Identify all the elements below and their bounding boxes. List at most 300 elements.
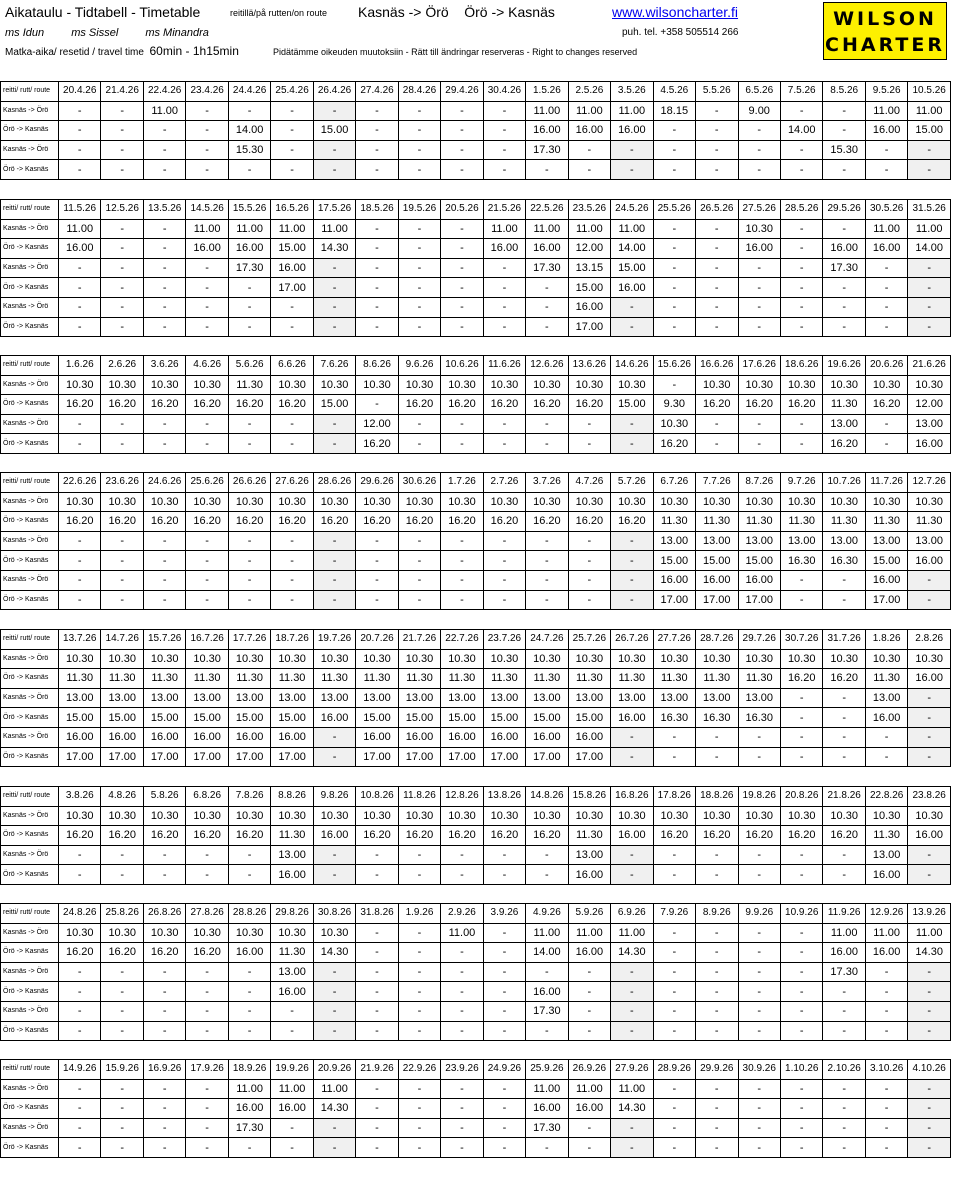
departure-cell: - [908, 317, 951, 337]
table-row [1, 688, 951, 708]
departure-cell: - [59, 1079, 101, 1099]
departure-cell: - [441, 962, 483, 982]
route-header-cell: reitti/ rutt/ route [1, 904, 59, 924]
date-cell: 28.9.26 [653, 1060, 695, 1080]
route-label: Kasnäs -> Örö [1, 649, 59, 669]
departure-cell: - [526, 1021, 568, 1041]
timetable-block [0, 81, 951, 180]
departure-cell: - [398, 297, 440, 317]
departure-cell: - [780, 160, 822, 180]
route-label: Kasnäs -> Örö [1, 297, 59, 317]
departure-cell: - [441, 982, 483, 1002]
departure-cell: - [101, 219, 143, 239]
route-label: Örö -> Kasnäs [1, 551, 59, 571]
date-cell: 18.9.26 [228, 1060, 270, 1080]
departure-cell: - [356, 1079, 398, 1099]
departure-cell: - [908, 747, 951, 767]
departure-cell: 17.00 [59, 747, 101, 767]
date-cell: 28.4.26 [398, 82, 440, 102]
departure-cell: - [356, 531, 398, 551]
departure-cell: 11.00 [611, 923, 653, 943]
date-cell: 25.8.26 [101, 904, 143, 924]
departure-cell: - [186, 1099, 228, 1119]
departure-cell: - [865, 1099, 907, 1119]
departure-cell: 10.30 [908, 806, 951, 826]
departure-cell: 17.00 [101, 747, 143, 767]
departure-cell: 16.00 [611, 121, 653, 141]
date-cell: 3.6.26 [143, 356, 185, 376]
departure-cell: - [865, 1021, 907, 1041]
departure-cell: 13.00 [59, 688, 101, 708]
departure-cell: - [696, 923, 738, 943]
departure-cell: 16.00 [526, 982, 568, 1002]
departure-cell: - [611, 414, 653, 434]
departure-cell: - [143, 865, 185, 885]
departure-cell: - [780, 982, 822, 1002]
date-header-row [1, 1060, 951, 1080]
departure-cell: 17.00 [143, 747, 185, 767]
departure-cell: - [313, 1001, 355, 1021]
date-cell: 7.6.26 [313, 356, 355, 376]
timetable-block [0, 1059, 951, 1158]
departure-cell: 10.30 [780, 806, 822, 826]
date-cell: 2.9.26 [441, 904, 483, 924]
departure-cell: - [653, 1118, 695, 1138]
date-cell: 28.5.26 [780, 200, 822, 220]
departure-cell: - [526, 414, 568, 434]
date-cell: 17.8.26 [653, 787, 695, 807]
departure-cell: - [611, 317, 653, 337]
departure-cell: - [228, 160, 270, 180]
departure-cell: - [143, 140, 185, 160]
departure-cell: 16.20 [696, 395, 738, 415]
departure-cell: - [356, 140, 398, 160]
date-cell: 24.9.26 [483, 1060, 525, 1080]
departure-cell: - [483, 1138, 525, 1158]
departure-cell: 10.30 [313, 806, 355, 826]
date-cell: 4.8.26 [101, 787, 143, 807]
departure-cell: - [398, 982, 440, 1002]
departure-cell: 16.20 [101, 826, 143, 846]
date-cell: 18.8.26 [696, 787, 738, 807]
date-cell: 25.9.26 [526, 1060, 568, 1080]
departure-cell: - [398, 1079, 440, 1099]
departure-cell: - [780, 943, 822, 963]
departure-cell: 11.00 [823, 923, 865, 943]
departure-cell: - [823, 219, 865, 239]
departure-cell: 13.00 [271, 688, 313, 708]
departure-cell: 11.00 [271, 219, 313, 239]
departure-cell: - [738, 1001, 780, 1021]
departure-cell: - [313, 140, 355, 160]
date-header-row [1, 630, 951, 650]
date-cell: 1.7.26 [441, 473, 483, 493]
departure-cell: - [271, 531, 313, 551]
departure-cell: - [483, 160, 525, 180]
departure-cell: - [780, 865, 822, 885]
departure-cell: 13.00 [738, 688, 780, 708]
departure-cell: 16.20 [59, 395, 101, 415]
departure-cell: - [611, 865, 653, 885]
departure-cell: - [483, 590, 525, 610]
date-cell: 27.8.26 [186, 904, 228, 924]
departure-cell: - [186, 845, 228, 865]
departure-cell: - [653, 982, 695, 1002]
departure-cell: - [143, 962, 185, 982]
departure-cell: - [568, 434, 610, 454]
departure-cell: 10.30 [186, 806, 228, 826]
departure-cell: 10.30 [313, 923, 355, 943]
departure-cell: 10.30 [356, 492, 398, 512]
date-cell: 31.5.26 [908, 200, 951, 220]
date-header-row [1, 473, 951, 493]
date-cell: 19.6.26 [823, 356, 865, 376]
departure-cell: - [59, 278, 101, 298]
table-row [1, 982, 951, 1002]
departure-cell: - [228, 101, 270, 121]
departure-cell: - [780, 590, 822, 610]
departure-cell: - [653, 140, 695, 160]
departure-cell: 16.20 [101, 395, 143, 415]
travel-label: Matka-aika/ resetid / travel time [5, 47, 144, 58]
departure-cell: 16.00 [186, 727, 228, 747]
route-label: Kasnäs -> Örö [1, 1001, 59, 1021]
departure-cell: - [143, 551, 185, 571]
departure-cell: - [356, 962, 398, 982]
departure-cell: - [823, 570, 865, 590]
departure-cell: - [101, 570, 143, 590]
departure-cell: 16.20 [526, 512, 568, 532]
departure-cell: - [186, 551, 228, 571]
departure-cell: 9.00 [738, 101, 780, 121]
departure-cell: - [441, 551, 483, 571]
departure-cell: 11.30 [356, 669, 398, 689]
departure-cell: - [59, 258, 101, 278]
departure-cell: - [101, 297, 143, 317]
departure-cell: 16.20 [611, 512, 653, 532]
departure-cell: - [356, 258, 398, 278]
departure-cell: 10.30 [313, 649, 355, 669]
route-label: Örö -> Kasnäs [1, 239, 59, 259]
departure-cell: - [483, 1079, 525, 1099]
date-cell: 5.6.26 [228, 356, 270, 376]
departure-cell: 11.30 [568, 826, 610, 846]
departure-cell: 16.20 [186, 512, 228, 532]
departure-cell: 16.20 [228, 395, 270, 415]
departure-cell: 10.30 [143, 649, 185, 669]
date-cell: 3.7.26 [526, 473, 568, 493]
departure-cell: - [143, 570, 185, 590]
departure-cell: - [738, 1079, 780, 1099]
departure-cell: - [398, 923, 440, 943]
date-cell: 5.9.26 [568, 904, 610, 924]
departure-cell: - [611, 1118, 653, 1138]
departure-cell: 16.00 [313, 826, 355, 846]
departure-cell: - [59, 845, 101, 865]
departure-cell: 17.00 [398, 747, 440, 767]
departure-cell: 17.00 [738, 590, 780, 610]
departure-cell: 11.00 [526, 923, 568, 943]
departure-cell: 11.00 [865, 219, 907, 239]
route-label: Kasnäs -> Örö [1, 1118, 59, 1138]
departure-cell: - [356, 865, 398, 885]
departure-cell: - [865, 1138, 907, 1158]
departure-cell: - [568, 590, 610, 610]
departure-cell: - [908, 140, 951, 160]
departure-cell: - [356, 943, 398, 963]
departure-cell: 11.00 [865, 923, 907, 943]
departure-cell: 13.00 [823, 531, 865, 551]
departure-cell: - [143, 434, 185, 454]
date-cell: 26.5.26 [696, 200, 738, 220]
departure-cell: 15.00 [313, 121, 355, 141]
departure-cell: - [865, 297, 907, 317]
departure-cell: 10.30 [441, 375, 483, 395]
departure-cell: - [611, 845, 653, 865]
departure-cell: - [738, 1118, 780, 1138]
departure-cell: 10.30 [865, 375, 907, 395]
departure-cell: 17.00 [696, 590, 738, 610]
departure-cell: 16.00 [908, 826, 951, 846]
departure-cell: 13.00 [738, 531, 780, 551]
departure-cell: - [356, 297, 398, 317]
route-label: Kasnäs -> Örö [1, 375, 59, 395]
departure-cell: - [398, 121, 440, 141]
date-cell: 1.9.26 [398, 904, 440, 924]
date-cell: 20.8.26 [780, 787, 822, 807]
departure-cell: - [398, 1021, 440, 1041]
departure-cell: 16.00 [526, 1099, 568, 1119]
departure-cell: - [441, 1021, 483, 1041]
departure-cell: - [313, 570, 355, 590]
departure-cell: 10.30 [780, 375, 822, 395]
departure-cell: - [653, 943, 695, 963]
departure-cell: - [271, 297, 313, 317]
date-cell: 6.7.26 [653, 473, 695, 493]
departure-cell: 16.20 [653, 826, 695, 846]
departure-cell: - [186, 1021, 228, 1041]
departure-cell: - [908, 708, 951, 728]
route-label: Kasnäs -> Örö [1, 140, 59, 160]
departure-cell: 16.20 [143, 395, 185, 415]
departure-cell: - [356, 219, 398, 239]
departure-cell: 15.00 [398, 708, 440, 728]
departure-cell: - [780, 1021, 822, 1041]
website-link[interactable]: www.wilsoncharter.fi [612, 4, 739, 20]
table-row [1, 923, 951, 943]
departure-cell: - [908, 160, 951, 180]
departure-cell: 15.00 [908, 121, 951, 141]
date-cell: 20.7.26 [356, 630, 398, 650]
departure-cell: 11.30 [696, 512, 738, 532]
departure-cell: - [780, 434, 822, 454]
departure-cell: 15.00 [696, 551, 738, 571]
departure-cell: 11.00 [228, 219, 270, 239]
departure-cell: - [865, 982, 907, 1002]
timetable-block [0, 472, 951, 610]
departure-cell: 13.00 [356, 688, 398, 708]
departure-cell: 15.00 [143, 708, 185, 728]
departure-cell: 11.00 [271, 1079, 313, 1099]
table-row [1, 140, 951, 160]
date-cell: 8.8.26 [271, 787, 313, 807]
departure-cell: - [313, 982, 355, 1002]
departure-cell: - [611, 297, 653, 317]
departure-cell: - [59, 317, 101, 337]
departure-cell: - [143, 239, 185, 259]
boat-name: ms Sissel [71, 27, 119, 39]
date-cell: 22.4.26 [143, 82, 185, 102]
departure-cell: 13.00 [823, 414, 865, 434]
departure-cell: - [441, 1079, 483, 1099]
departure-cell: 14.30 [313, 943, 355, 963]
departure-cell: 10.30 [653, 806, 695, 826]
departure-cell: 17.00 [356, 747, 398, 767]
departure-cell: 10.30 [228, 649, 270, 669]
departure-cell: - [271, 551, 313, 571]
date-cell: 4.9.26 [526, 904, 568, 924]
date-cell: 25.4.26 [271, 82, 313, 102]
departure-cell: - [908, 278, 951, 298]
departure-cell: - [143, 1079, 185, 1099]
departure-cell: - [143, 219, 185, 239]
departure-cell: - [186, 570, 228, 590]
departure-cell: 10.30 [271, 492, 313, 512]
departure-cell: - [186, 590, 228, 610]
date-cell: 26.9.26 [568, 1060, 610, 1080]
route-label: Kasnäs -> Örö [1, 688, 59, 708]
departure-cell: 16.20 [228, 512, 270, 532]
departure-cell: - [271, 160, 313, 180]
departure-cell: 17.00 [568, 317, 610, 337]
departure-cell: - [398, 258, 440, 278]
departure-cell: - [526, 434, 568, 454]
departure-cell: 16.00 [483, 727, 525, 747]
date-cell: 12.6.26 [526, 356, 568, 376]
departure-cell: 14.00 [780, 121, 822, 141]
departure-cell: 17.30 [823, 962, 865, 982]
departure-cell: - [696, 160, 738, 180]
departure-cell: 10.30 [356, 806, 398, 826]
departure-cell: 10.30 [823, 806, 865, 826]
departure-cell: 16.20 [738, 395, 780, 415]
date-header-row [1, 200, 951, 220]
departure-cell: 10.30 [398, 806, 440, 826]
departure-cell: 16.20 [865, 395, 907, 415]
departure-cell: - [186, 1118, 228, 1138]
departure-cell: - [186, 982, 228, 1002]
departure-cell: - [186, 160, 228, 180]
departure-cell: 15.00 [228, 708, 270, 728]
table-row [1, 375, 951, 395]
departure-cell: 11.00 [313, 219, 355, 239]
date-cell: 24.8.26 [59, 904, 101, 924]
departure-cell: 10.30 [823, 375, 865, 395]
departure-cell: 11.30 [398, 669, 440, 689]
departure-cell: - [483, 258, 525, 278]
departure-cell: 11.30 [611, 669, 653, 689]
departure-cell: - [865, 414, 907, 434]
departure-cell: 13.00 [186, 688, 228, 708]
departure-cell: 16.00 [865, 121, 907, 141]
departure-cell: 17.30 [526, 258, 568, 278]
date-cell: 11.8.26 [398, 787, 440, 807]
table-row [1, 1021, 951, 1041]
route-label: Kasnäs -> Örö [1, 219, 59, 239]
date-cell: 8.9.26 [696, 904, 738, 924]
departure-cell: - [568, 570, 610, 590]
departure-cell: - [738, 1138, 780, 1158]
departure-cell: 10.30 [59, 492, 101, 512]
boat-name: ms Idun [5, 27, 45, 39]
departure-cell: 11.00 [313, 1079, 355, 1099]
departure-cell: 11.00 [908, 101, 951, 121]
date-cell: 15.9.26 [101, 1060, 143, 1080]
departure-cell: - [526, 865, 568, 885]
departure-cell: 10.30 [441, 492, 483, 512]
departure-cell: - [271, 1021, 313, 1041]
departure-cell: 17.30 [228, 1118, 270, 1138]
departure-cell: 10.30 [186, 375, 228, 395]
departure-cell: 13.00 [865, 845, 907, 865]
departure-cell: - [653, 297, 695, 317]
date-cell: 7.7.26 [696, 473, 738, 493]
departure-cell: - [568, 160, 610, 180]
date-cell: 8.7.26 [738, 473, 780, 493]
departure-cell: 16.30 [653, 708, 695, 728]
departure-cell: 17.00 [865, 590, 907, 610]
departure-cell: - [101, 982, 143, 1002]
departure-cell: - [59, 1001, 101, 1021]
departure-cell: - [101, 101, 143, 121]
departure-cell: - [398, 101, 440, 121]
departure-cell: - [696, 1118, 738, 1138]
departure-cell: 11.30 [568, 669, 610, 689]
departure-cell: - [780, 962, 822, 982]
departure-cell: - [313, 258, 355, 278]
departure-cell: - [865, 258, 907, 278]
date-cell: 3.10.26 [865, 1060, 907, 1080]
departure-cell: - [908, 845, 951, 865]
date-cell: 10.8.26 [356, 787, 398, 807]
table-row [1, 1118, 951, 1138]
date-cell: 13.5.26 [143, 200, 185, 220]
date-cell: 20.4.26 [59, 82, 101, 102]
departure-cell: - [356, 121, 398, 141]
date-cell: 13.6.26 [568, 356, 610, 376]
departure-cell: - [823, 688, 865, 708]
departure-cell: 16.00 [271, 258, 313, 278]
departure-cell: - [101, 1118, 143, 1138]
departure-cell: 16.00 [865, 570, 907, 590]
departure-cell: - [865, 727, 907, 747]
departure-cell: 16.00 [611, 708, 653, 728]
departure-cell: 10.30 [568, 806, 610, 826]
departure-cell: - [568, 414, 610, 434]
departure-cell: 16.00 [313, 708, 355, 728]
date-cell: 24.4.26 [228, 82, 270, 102]
departure-cell: 16.00 [143, 727, 185, 747]
departure-cell: - [59, 531, 101, 551]
date-cell: 9.6.26 [398, 356, 440, 376]
departure-cell: - [356, 570, 398, 590]
departure-cell: - [186, 1079, 228, 1099]
departure-cell: 10.30 [738, 649, 780, 669]
date-cell: 18.5.26 [356, 200, 398, 220]
route-label: Örö -> Kasnäs [1, 121, 59, 141]
departure-cell: - [143, 1001, 185, 1021]
date-cell: 22.7.26 [441, 630, 483, 650]
